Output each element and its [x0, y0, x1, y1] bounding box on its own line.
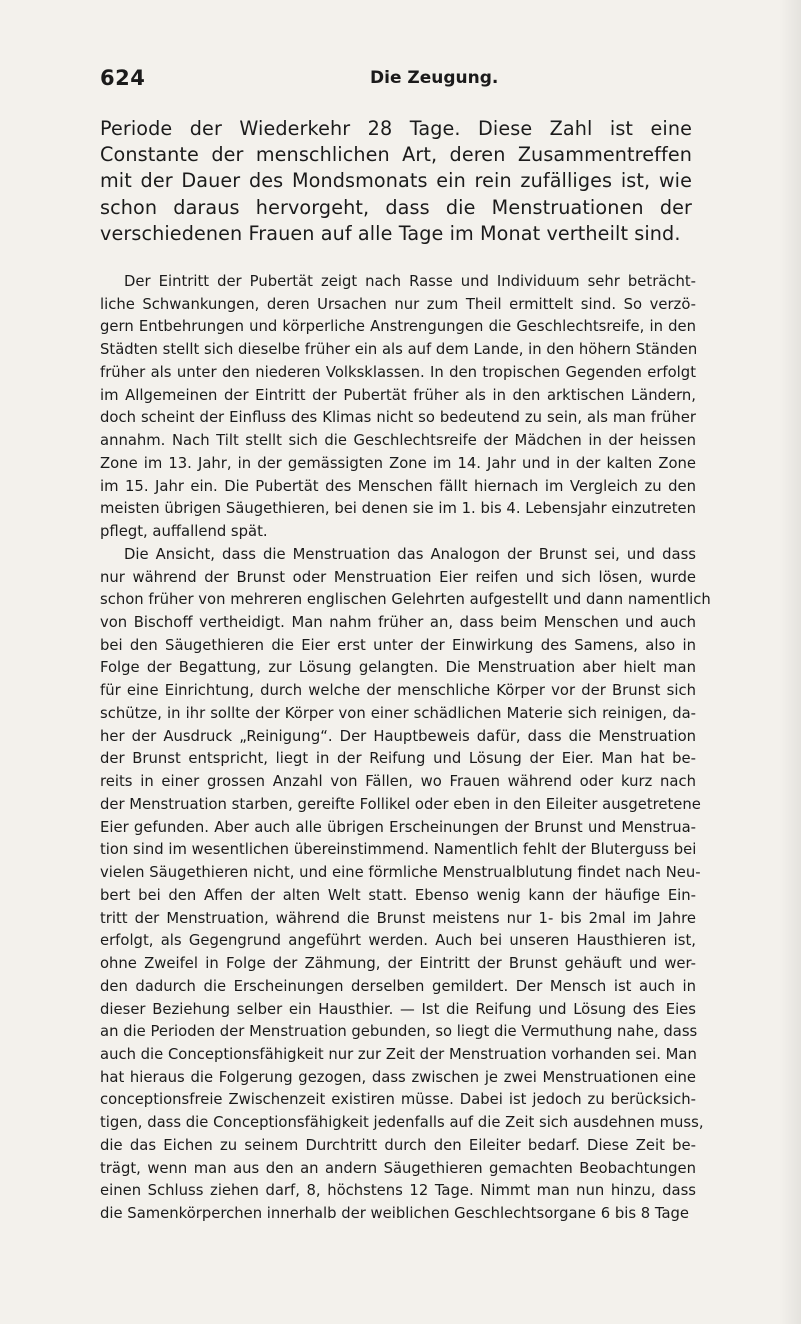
text-line: annahm. Nach Tilt stellt sich die Geschlechtsreife der Mädchen in der heissen: [100, 432, 696, 450]
text-line: liche Schwankungen, deren Ursachen nur zum Theil ermittelt sind. So verzö-: [100, 295, 696, 313]
text-line: der Brunst entspricht, liegt in der Reifung und Lösung der Eier. Man hat be-: [100, 750, 696, 768]
text-line: Eier gefunden. Aber auch alle übrigen Erscheinungen der Brunst und Menstrua-: [100, 818, 696, 836]
text-line: trägt, wenn man aus den an andern Säugethieren gemachten Beobachtungen: [100, 1159, 696, 1177]
paragraph-puberty: [100, 271, 696, 544]
text-line: Zone im 13. Jahr, in der gemässigten Zone im 14. Jahr und in der kalten Zone: [100, 454, 696, 472]
text-line: pflegt, auffallend spät.: [100, 523, 268, 541]
text-line: bei den Säugethieren die Eier erst unter der Einwirkung des Samens, also in: [100, 636, 696, 654]
text-line: ohne Zweifel in Folge der Zähmung, der Eintritt der Brunst gehäuft und wer-: [100, 955, 696, 973]
text-line: tritt der Menstruation, während die Brunst meistens nur 1- bis 2mal im Jahre: [100, 909, 696, 927]
page-number: 624: [100, 66, 146, 90]
text-line: Städten stellt sich dieselbe früher ein als auf dem Lande, in den höhern Ständen: [100, 341, 698, 359]
lead-paragraph: Periode der Wiederkehr 28 Tage. Diese Zahl ist eine Constante der menschlichen Art, deren Zusammentreffen mit der Dauer des Mondsmonats ein rein zufälliges ist, wie schon daraus hervorgeht, dass die Menstruationen der verschiedenen Frauen auf alle Tage im Monat vertheilt sind.: [100, 117, 692, 245]
page-header: [100, 66, 690, 98]
text-line: auch die Conceptionsfähigkeit nur zur Zeit der Menstruation vorhanden sei. Man: [100, 1045, 697, 1063]
text-line: im 15. Jahr ein. Die Pubertät des Menschen fällt hiernach im Vergleich zu den: [100, 477, 696, 495]
text-line: tion sind im wesentlichen übereinstimmend. Namentlich fehlt der Bluterguss bei: [100, 841, 697, 859]
text-line: die das Eichen zu seinem Durchtritt durch den Eileiter bedarf. Diese Zeit be-: [100, 1136, 696, 1154]
text-line: meisten übrigen Säugethieren, bei denen sie im 1. bis 4. Lebensjahr einzutreten: [100, 500, 696, 518]
text-line: schon früher von mehreren englischen Gelehrten aufgestellt und dann namentlich: [100, 591, 711, 609]
text-line: Folge der Begattung, zur Lösung gelangten. Die Menstruation aber hielt man: [100, 659, 696, 677]
text-line: gern Entbehrungen und körperliche Anstrengungen die Geschlechtsreife, in den: [100, 318, 696, 336]
text-line: an die Perioden der Menstruation gebunden, so liegt die Vermuthung nahe, dass: [100, 1023, 698, 1041]
text-line: nur während der Brunst oder Menstruation Eier reifen und sich lösen, wurde: [100, 568, 696, 586]
paragraph-menstruation: [100, 544, 711, 1226]
text-line: hat hieraus die Folgerung gezogen, dass zwischen je zwei Menstruationen eine: [100, 1068, 696, 1086]
text-line: Die Ansicht, dass die Menstruation das Analogon der Brunst sei, und dass: [124, 545, 696, 563]
text-line: her der Ausdruck „Reinigung“. Der Hauptbeweis dafür, dass die Menstruation: [100, 727, 696, 745]
text-line: reits in einer grossen Anzahl von Fällen, wo Frauen während oder kurz nach: [100, 773, 696, 791]
running-head: Die Zeugung.: [370, 68, 499, 88]
text-line: bert bei den Affen der alten Welt statt. Ebenso wenig kann der häufige Ein-: [100, 886, 696, 904]
text-line: dieser Beziehung selber ein Hausthier. — Ist die Reifung und Lösung des Eies: [100, 1000, 696, 1018]
text-line: der Menstruation starben, gereifte Follikel oder eben in den Eileiter ausgetretene: [100, 795, 701, 813]
text-line: die Samenkörperchen innerhalb der weiblichen Geschlechtsorgane 6 bis 8 Tage: [100, 1205, 690, 1223]
text-line: schütze, in ihr sollte der Körper von einer schädlichen Materie sich reinigen, da-: [100, 704, 696, 722]
text-line: doch scheint der Einfluss des Klimas nicht so bedeutend zu sein, als man früher: [100, 409, 696, 427]
text-line: den dadurch die Erscheinungen derselben gemildert. Der Mensch ist auch in: [100, 977, 696, 995]
page-edge-shadow: [779, 0, 801, 1324]
body-text: [100, 271, 711, 1226]
text-line: früher als unter den niederen Volksklassen. In den tropischen Gegenden erfolgt: [100, 363, 696, 381]
text-line: von Bischoff vertheidigt. Man nahm früher an, dass beim Menschen und auch: [100, 614, 696, 632]
text-line: einen Schluss ziehen darf, 8, höchstens 12 Tage. Nimmt man nun hinzu, dass: [100, 1182, 696, 1200]
text-line: im Allgemeinen der Eintritt der Pubertät früher als in den arktischen Ländern,: [100, 386, 696, 404]
text-line: tigen, dass die Conceptionsfähigkeit jedenfalls auf die Zeit sich ausdehnen muss,: [100, 1114, 704, 1132]
text-line: erfolgt, als Gegengrund angeführt werden. Auch bei unseren Hausthieren ist,: [100, 932, 696, 950]
text-line: vielen Säugethieren nicht, und eine förmliche Menstrualblutung findet nach Neu-: [100, 864, 701, 882]
text-line: Der Eintritt der Pubertät zeigt nach Rasse und Individuum sehr beträcht-: [124, 273, 696, 290]
text-line: für eine Einrichtung, durch welche der menschliche Körper vor der Brunst sich: [100, 682, 696, 700]
text-line: conceptionsfreie Zwischenzeit existiren müsse. Dabei ist jedoch zu berücksich-: [100, 1091, 696, 1109]
